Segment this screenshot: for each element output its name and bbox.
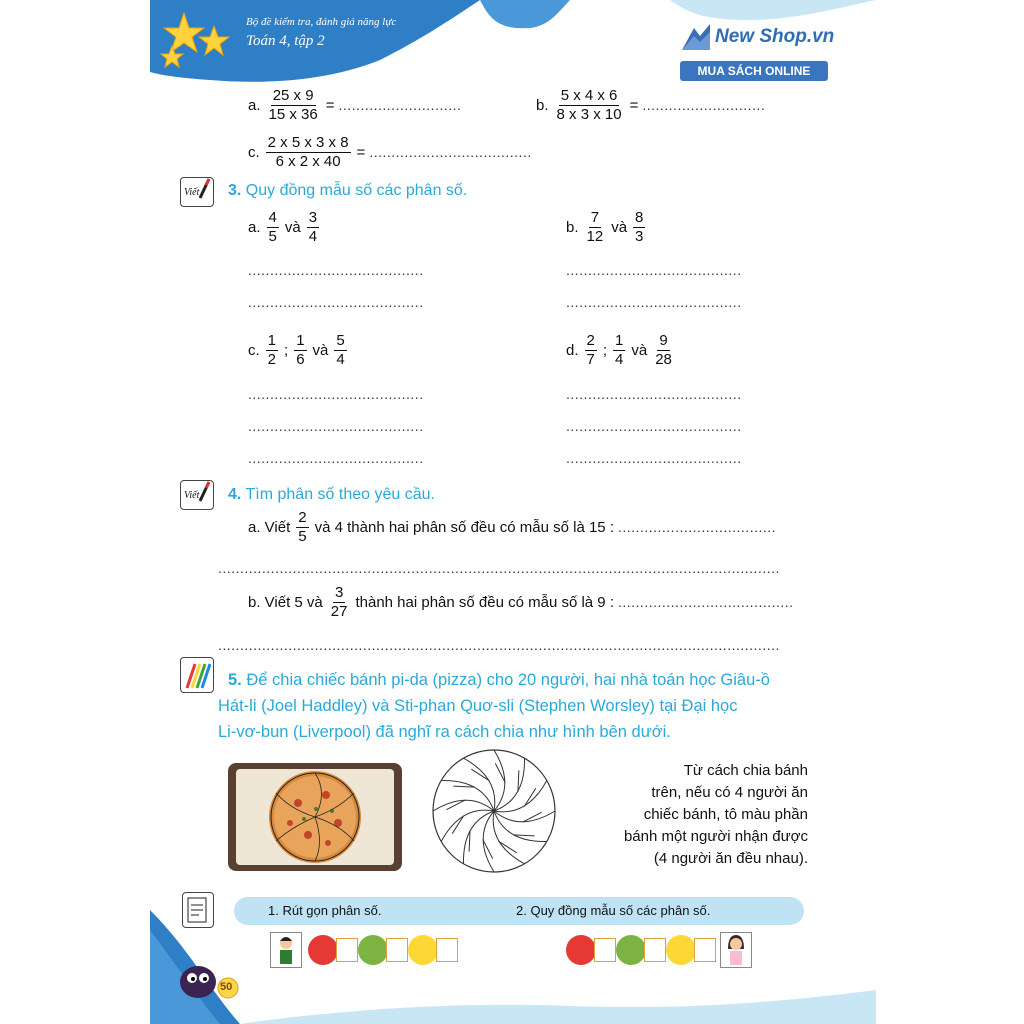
answer-line[interactable]: ........................................ xyxy=(566,262,742,278)
neutral-face-icon[interactable] xyxy=(358,935,388,965)
boy-avatar-icon xyxy=(270,932,302,968)
ex4-item-b: b. Viết 5 và $\frac{3}{27}$ thành hai phân số đều có mẫu số là 9 : ........................................ xyxy=(248,584,794,620)
fraction: $\frac{25 x 9}{15 x 36}$ xyxy=(268,87,318,123)
answer-line[interactable]: ........................................ xyxy=(248,386,424,402)
worksheet-page xyxy=(150,0,876,1024)
happy-face-icon[interactable] xyxy=(408,935,438,965)
ex5-side-text: Từ cách chia bánh trên, nếu có 4 người ăn chiếc bánh, tô màu phần bánh một người nhận được (4 người ăn đều nhau). xyxy=(623,762,808,867)
ex5-prompt-line3: Li-vơ-bun (Liverpool) đã nghĩ ra cách chia như hình bên dưới. xyxy=(218,723,671,741)
rating-checkbox[interactable] xyxy=(336,938,358,962)
left-margin xyxy=(0,0,150,1024)
fraction: $\frac{1}{6}$ xyxy=(296,332,305,368)
answer-line[interactable]: ................................................................................................................................ xyxy=(218,560,780,576)
fraction: $\frac{5}{4}$ xyxy=(336,332,345,368)
fraction: $\frac{3}{4}$ xyxy=(308,209,318,245)
ex5-prompt: 5. Để chia chiếc bánh pi-da (pizza) cho 20 người, hai nhà toán học Giâu-ồ xyxy=(228,671,770,689)
answer-line[interactable]: .................................... xyxy=(618,519,777,536)
answer-line[interactable]: ................................................................................................................................ xyxy=(218,637,780,653)
page-number: 50 xyxy=(220,981,233,993)
fraction: $\frac{2}{5}$ xyxy=(298,509,307,545)
girl-avatar-icon xyxy=(720,932,752,968)
ex3-item-b: b. $\frac{7}{12}$ và $\frac{8}{3}$ xyxy=(566,209,644,245)
rating-checkbox[interactable] xyxy=(694,938,716,962)
neutral-face-icon[interactable] xyxy=(616,935,646,965)
ex2-item-a: a. $\frac{25 x 9}{15 x 36}$ = ............................ xyxy=(248,87,462,123)
stars-icon xyxy=(154,8,244,68)
write-icon: Viết xyxy=(180,177,214,207)
fraction: $\frac{1}{4}$ xyxy=(615,332,624,368)
fraction: $\frac{7}{12}$ xyxy=(586,209,604,245)
ex2-item-b: b. $\frac{5 x 4 x 6}{8 x 3 x 10}$ = ............................ xyxy=(536,87,766,123)
write-icon: Viết xyxy=(180,480,214,510)
fraction: $\frac{2}{7}$ xyxy=(586,332,595,368)
ex3-item-c: c. $\frac{1}{2}$ ; $\frac{1}{6}$ và $\frac{5}{4}$ xyxy=(248,332,345,368)
fraction: $\frac{5 x 4 x 6}{8 x 3 x 10}$ xyxy=(556,87,622,123)
answer-line[interactable]: ........................................ xyxy=(248,450,424,466)
coloring-pencils-icon xyxy=(180,657,214,693)
ex3-title: 3. Quy đồng mẫu số các phân số. xyxy=(228,182,468,199)
answer-line[interactable]: ........................................ xyxy=(566,450,742,466)
ant-mascot-icon xyxy=(172,950,242,1006)
answer-line[interactable]: ........................................ xyxy=(248,418,424,434)
sad-face-icon[interactable] xyxy=(566,935,596,965)
fraction: $\frac{3}{27}$ xyxy=(330,584,348,620)
newshop-logo-icon xyxy=(680,22,712,52)
pizza-division-diagram xyxy=(430,747,558,875)
ex5-prompt-line2: Hát-li (Joel Haddley) và Sti-phan Quơ-sli (Stephen Worsley) tại Đại học xyxy=(218,697,738,715)
ex4-title: 4. Tìm phân số theo yêu cầu. xyxy=(228,486,435,503)
rating-checkbox[interactable] xyxy=(644,938,666,962)
pizza-photo xyxy=(228,763,402,871)
book-title: Toán 4, tập 2 xyxy=(246,33,325,49)
rating-checkbox[interactable] xyxy=(436,938,458,962)
answer-line[interactable]: ............................ xyxy=(338,97,462,114)
fraction: $\frac{4}{5}$ xyxy=(268,209,277,245)
happy-face-icon[interactable] xyxy=(666,935,696,965)
answer-line[interactable]: ........................................ xyxy=(248,262,424,278)
document-icon xyxy=(182,892,214,928)
answer-line[interactable]: ........................................ xyxy=(566,386,742,402)
fraction: $\frac{1}{2}$ xyxy=(267,332,277,368)
rating-checkbox[interactable] xyxy=(386,938,408,962)
fraction: $\frac{8}{3}$ xyxy=(635,209,644,245)
answer-line[interactable]: ........................................ xyxy=(617,594,794,611)
ex3-item-d: d. $\frac{2}{7}$ ; $\frac{1}{4}$ và $\frac{9}{28}$ xyxy=(566,332,672,368)
fraction: $\frac{9}{28}$ xyxy=(655,332,672,368)
answer-line[interactable]: ............................ xyxy=(642,97,766,114)
book-series-title: Bộ đề kiểm tra, đánh giá năng lực xyxy=(246,16,397,28)
ex4-item-a: a. Viết $\frac{2}{5}$ và 4 thành hai phân số đều có mẫu số là 15 : .................................... xyxy=(248,509,777,545)
sad-face-icon[interactable] xyxy=(308,935,338,965)
brand-name: New Shop.vn xyxy=(715,26,835,47)
fraction: $\frac{2 x 5 x 3 x 8}{6 x 2 x 40}$ xyxy=(267,134,349,170)
skill-2-label: 2. Quy đồng mẫu số các phân số. xyxy=(516,903,711,918)
answer-line[interactable]: ........................................ xyxy=(566,418,742,434)
skill-1-label: 1. Rút gọn phân số. xyxy=(268,903,382,918)
ex3-item-a: a. $\frac{4}{5}$ và $\frac{3}{4}$ xyxy=(248,209,318,245)
rating-checkbox[interactable] xyxy=(594,938,616,962)
ex2-item-c: c. $\frac{2 x 5 x 3 x 8}{6 x 2 x 40}$ = ..................................... xyxy=(248,134,532,170)
answer-line[interactable]: ........................................ xyxy=(566,294,742,310)
answer-line[interactable]: ........................................ xyxy=(248,294,424,310)
brand-tagline: MUA SÁCH ONLINE xyxy=(680,61,828,81)
answer-line[interactable]: ..................................... xyxy=(369,144,532,161)
